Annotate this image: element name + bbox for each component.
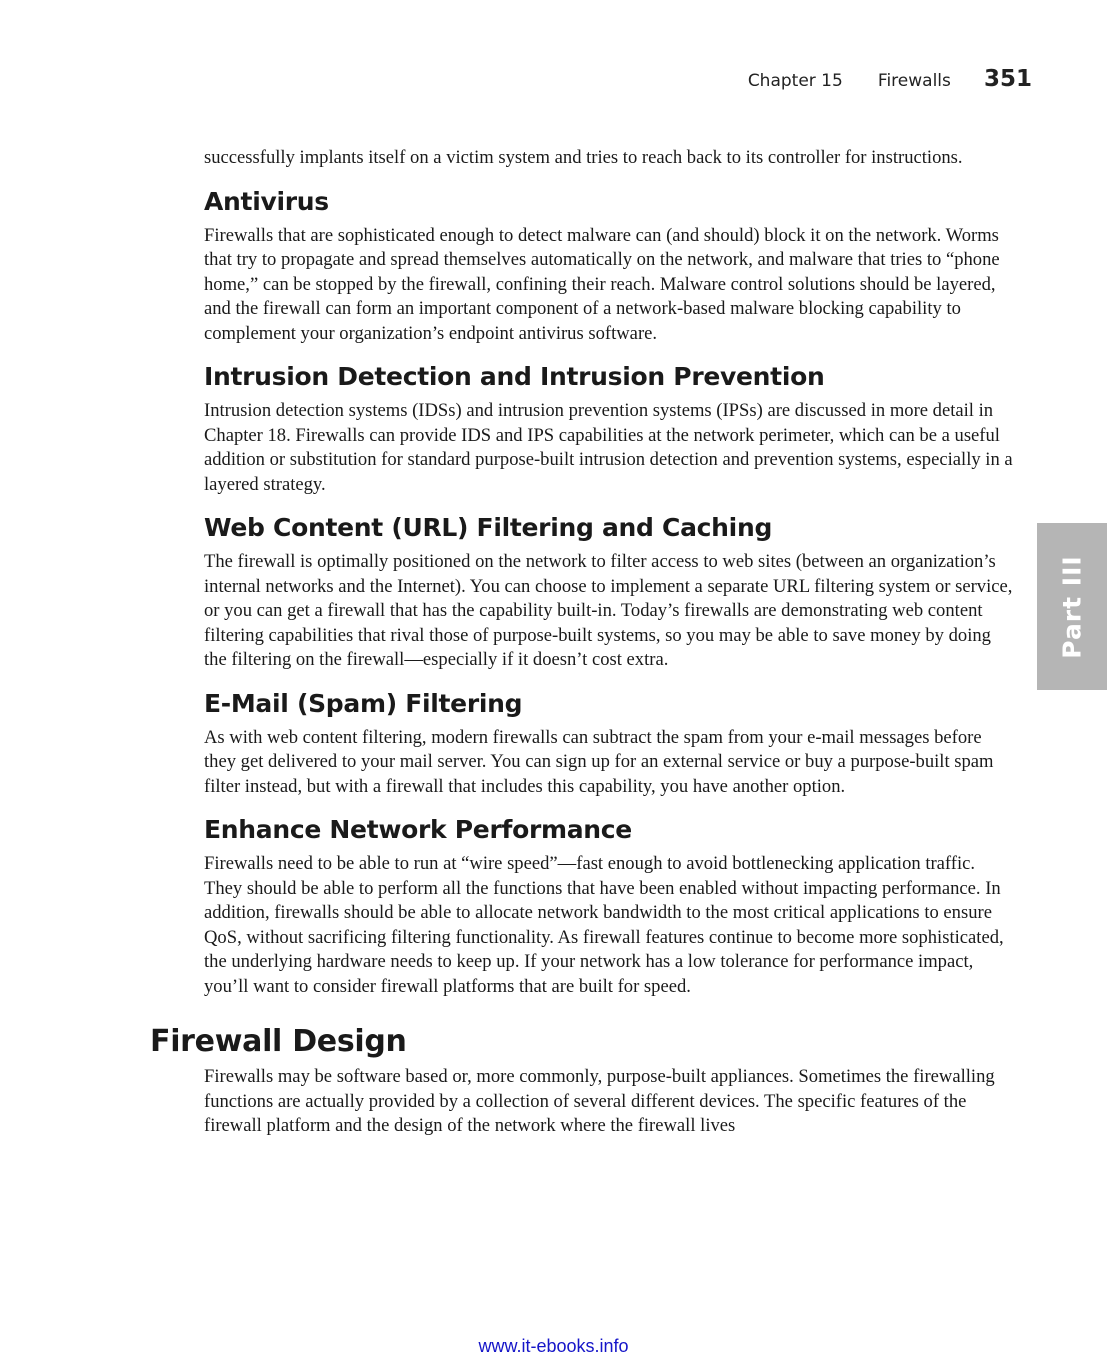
- section-body-network-performance: Firewalls need to be able to run at “wire speed”—fast enough to avoid bottlenecking application traffic. They should be able to perform all the functions that have been enabled without impacting performance. In addition, firewalls should be able to allocate network bandwidth to the most critical applications to ensure QoS, without sacrificing filtering functionality. As firewall features continue to become more sophisticated, the underlying hardware needs to keep up. If your network has a low tolerance for performance impact, you’ll want to consider firewall platforms that are built for speed.: [204, 853, 1004, 997]
- intro-paragraph: successfully implants itself on a victim system and tries to reach back to its controller for instructions.: [204, 147, 963, 168]
- section-heading-intrusion: Intrusion Detection and Intrusion Prevention: [204, 362, 825, 391]
- section-body-email-filtering: As with web content filtering, modern firewalls can subtract the spam from your e-mail messages before they get delivered to your mail server. You can sign up for an external service or buy a purpose-built spam filter instead, but with a firewall that includes this capability, you have another option.: [204, 726, 994, 797]
- major-body-firewall-design: Firewalls may be software based or, more commonly, purpose-built appliances. Sometimes the firewalling functions are actually provided by a collection of several different devices. The specific features of the firewall platform and the design of the network where the firewall lives: [204, 1066, 995, 1136]
- chapter-label: Chapter 15: [747, 71, 843, 91]
- major-heading-firewall-design: Firewall Design: [150, 1024, 407, 1059]
- part-thumb-tab: [1037, 523, 1107, 690]
- section-body-antivirus: Firewalls that are sophisticated enough to detect malware can (and should) block it on the network. Worms that try to propagate and spread themselves automatically on the network, and malware that tries to “phone home,” can be stopped by the firewall, confining their reach. Malware control solutions should be layered, and the firewall can form an important component of a network-based malware blocking capability to complement your organization’s endpoint antivirus software.: [204, 224, 1000, 344]
- section-heading-antivirus: Antivirus: [204, 186, 329, 216]
- page-number: 351: [983, 66, 1032, 92]
- chapter-title: Firewalls: [877, 71, 951, 91]
- part-tab-label: Part III: [1057, 554, 1087, 659]
- section-heading-web-filtering: Web Content (URL) Filtering and Caching: [204, 513, 773, 542]
- section-heading-network-performance: Enhance Network Performance: [204, 815, 632, 844]
- page-content: [150, 146, 1016, 1139]
- section-heading-email-filtering: E-Mail (Spam) Filtering: [204, 688, 523, 718]
- running-header: [748, 66, 1032, 92]
- section-body-web-filtering: The firewall is optimally positioned on the network to filter access to web sites (between an organization’s internal networks and the Internet). You can choose to implement a separate URL filtering system or service, or you can get a firewall that has the capability built-in. Today’s firewalls are demonstrating web content filtering capabilities that rival those of purpose-built systems, so you may be able to save money by doing the filtering on the firewall—especially if it doesn’t cost extra.: [204, 551, 1013, 670]
- footer-link[interactable]: www.it-ebooks.info: [478, 1336, 629, 1356]
- section-body-intrusion: Intrusion detection systems (IDSs) and intrusion prevention systems (IPSs) are discussed in more detail in Chapter 18. Firewalls can provide IDS and IPS capabilities at the network perimeter, which can be a useful addition or substitution for standard purpose-built intrusion detection and prevention systems, especially in a layered strategy.: [204, 400, 1013, 495]
